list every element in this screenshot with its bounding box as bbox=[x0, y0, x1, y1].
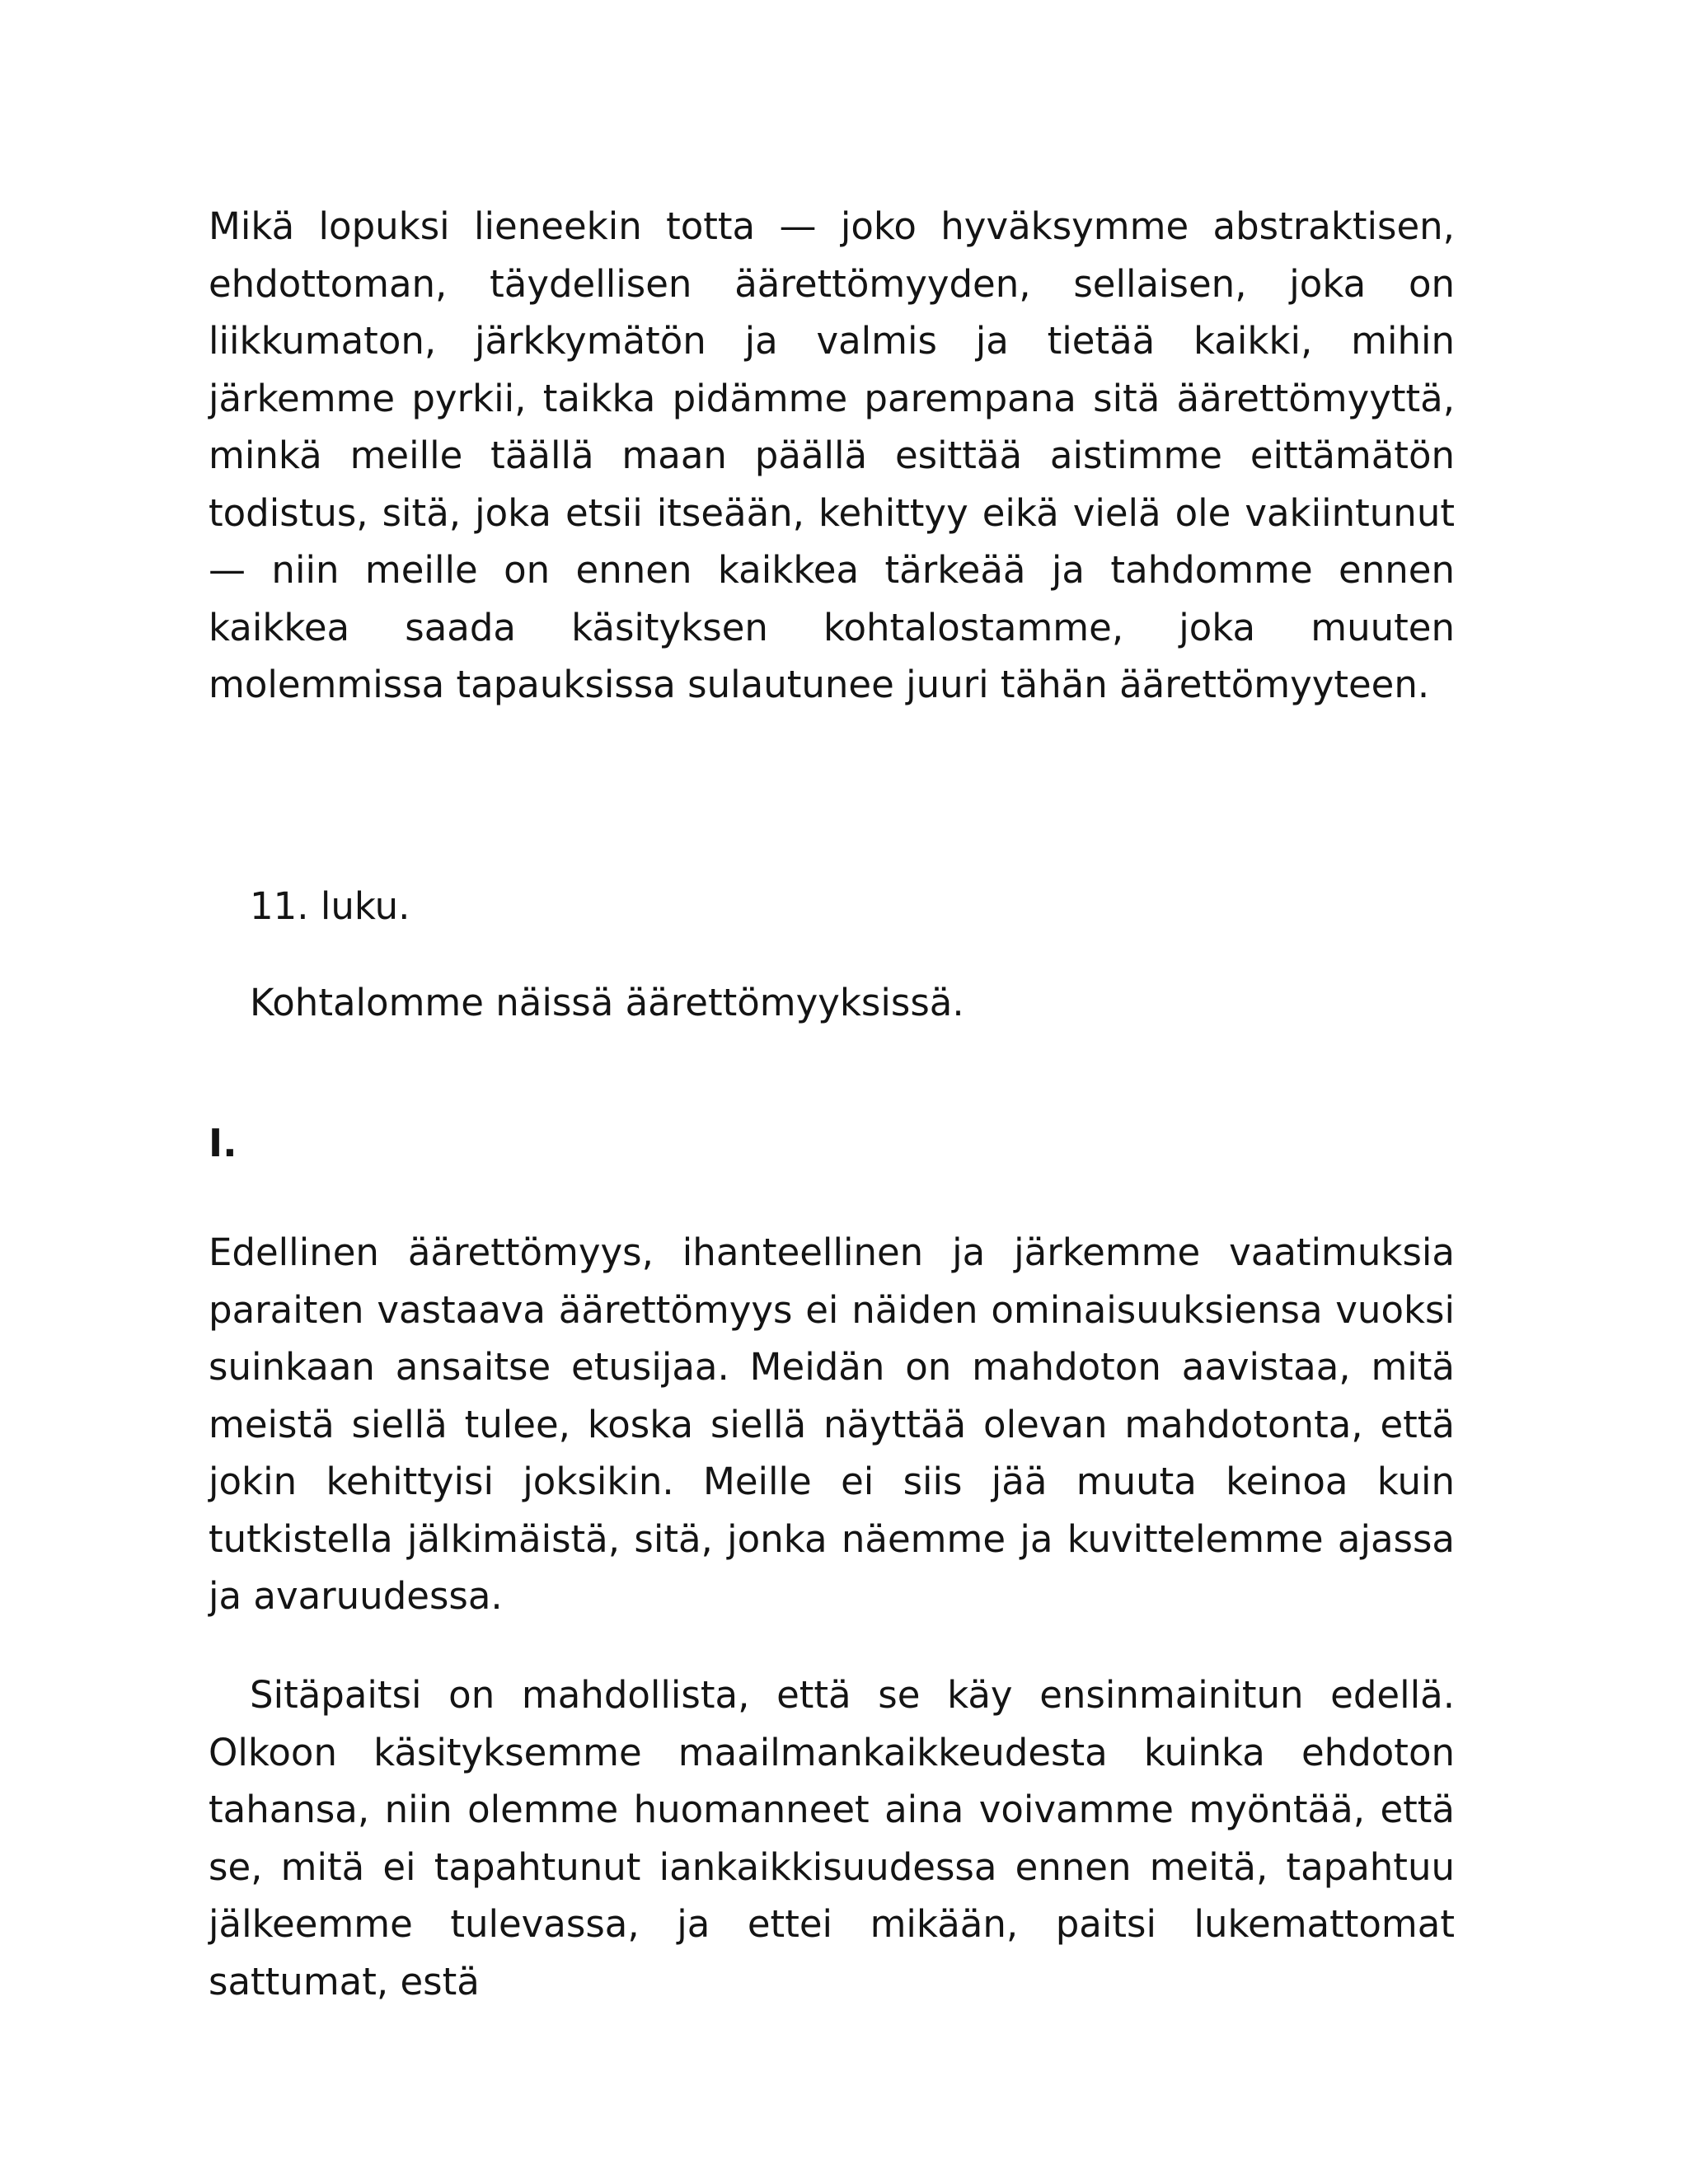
chapter-number: 11. luku. bbox=[250, 884, 410, 928]
intro-paragraph: Mikä lopuksi lieneekin totta — joko hyväksymme abstraktisen, ehdottoman, täydellisen äärettömyyden, sellaisen, joka on liikkumaton, järkkymätön ja valmis ja tietää kaikki, mihin järkemme pyrkii, taikka pidämme parempana sitä äärettömyyttä, minkä meille täällä maan päällä esittää aistimme eittämätön todistus, sitä, joka etsii itseään, kehittyy eikä vielä ole vakiintunut — niin meille on ennen kaikkea tärkeää ja tahdomme ennen kaikkea saada käsityksen kohtalostamme, joka muuten molemmissa tapauksissa sulautunee juuri tähän äärettömyyteen. bbox=[209, 204, 1455, 706]
chapter-title: Kohtalomme näissä äärettömyyksissä. bbox=[250, 981, 964, 1024]
section-marker: I. bbox=[209, 1121, 237, 1165]
section-two-paragraph: Sitäpaitsi on mahdollista, että se käy ensinmainitun edellä. Olkoon käsityksemme maailmankaikkeudesta kuinka ehdoton tahansa, niin olemme huomanneet aina voivamme myöntää, että se, mitä ei tapahtunut iankaikkisuudessa ennen meitä, tapahtuu jälkeemme tulevassa, ja ettei mikään, paitsi lukemattomat sattumat, estä bbox=[209, 1673, 1455, 2004]
document-page bbox=[209, 0, 1455, 2184]
section-one-paragraph: Edellinen äärettömyys, ihanteellinen ja järkemme vaatimuksia paraiten vastaava äärettömyys ei näiden ominaisuuksiensa vuoksi suinkaan ansaitse etusijaa. Meidän on mahdoton aavistaa, mitä meistä siellä tulee, koska siellä näyttää olevan mahdotonta, että jokin kehittyisi joksikin. Meille ei siis jää muuta keinoa kuin tutkistella jälkimäistä, sitä, jonka näemme ja kuvittelemme ajassa ja avaruudessa. bbox=[209, 1230, 1455, 1618]
